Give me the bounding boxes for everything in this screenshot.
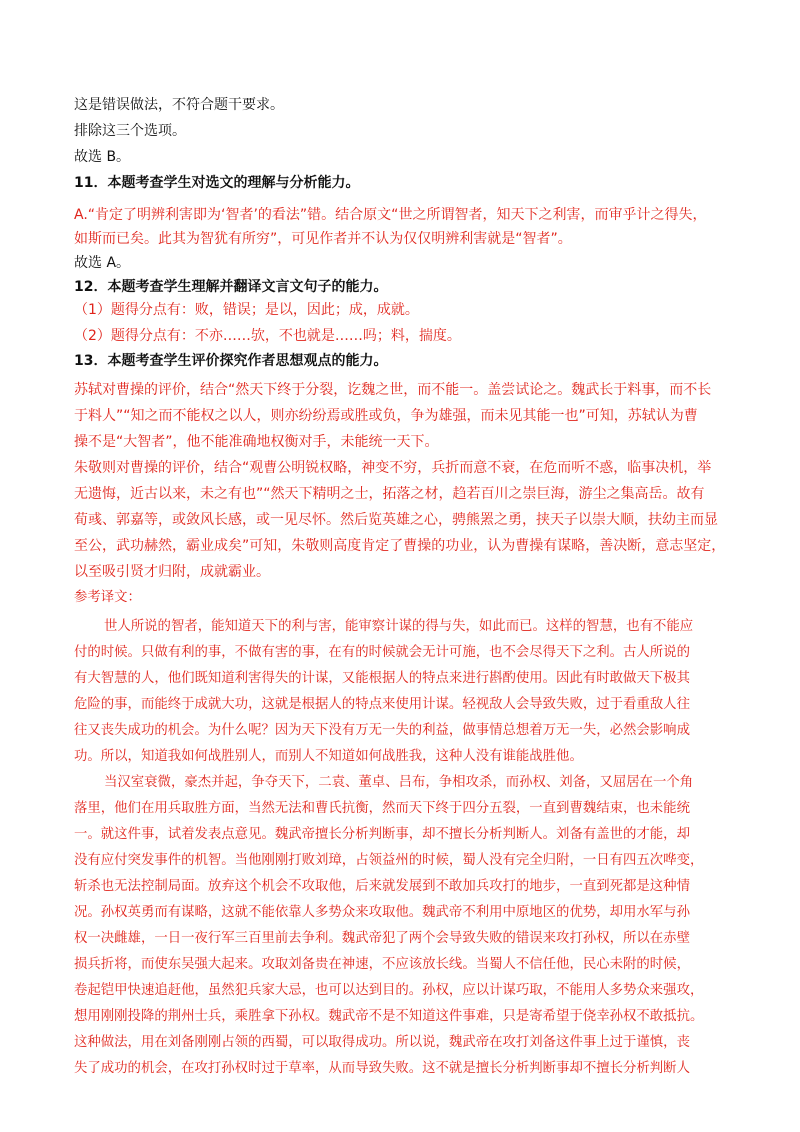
text-line: 苏轼对曹操的评价，结合“然天下终于分裂，讫魏之世，而不能一。盖尝试论之。魏武长于料事，而不长 [74,382,712,398]
text-line: 危险的事，而能终于成就大功，这就是根据人的特点来使用计谋。轻视敌人会导致失败，过于看重敌人往 [74,697,690,712]
text-line: 至公，武功赫然，霸业成矣”可知，朱敬则高度肯定了曹操的功业，认为曹操有谋略，善决断，意志坚定， [74,538,726,554]
text-line: 功。所以，知道我如何战胜别人，而别人不知道如何战胜我，这种人没有谁能战胜他。 [74,749,583,764]
text-line: 往又丧失成功的机会。为什么呢？因为天下没有万无一失的利益，做事情总想着万无一失，必然会影响成 [74,723,690,738]
text-line: 当汉室衰微，豪杰并起，争夺天下，二袁、董卓、吕布，争相攻杀，而孙权、刘备，又屈居在一个角 [104,775,694,790]
text-line: 世人所说的智者，能知道天下的利与害，能审察计谋的得与失，如此而已。这样的智慧，也有不能应 [104,619,694,634]
text-line: 故选 A。 [74,255,131,271]
text-line: 操不是“大智者”，他不能准确地权衡对手，未能统一天下。 [74,434,439,450]
text-line: 于料人”“知之而不能权之以人，则亦纷纷焉或胜或负，争为雄强，而未见其能一也”可知，苏轼认为曹 [74,408,698,424]
question-heading: 13．本题考查学生评价探究作者思想观点的能力。 [74,353,388,369]
text-line: A.“肯定了明辨利害即为‘智者’的看法”错。结合原文“世之所谓智者，知天下之利害，而审乎计之得失， [74,207,707,223]
text-line: 以至吸引贤才归附，成就霸业。 [74,564,270,580]
text-line: 况。孙权英勇而有谋略，这就不能依靠人多势众来攻取他。魏武帝不利用中原地区的优势，却用水军与孙 [74,905,690,920]
translation-heading: 参考译文： [74,590,141,605]
question-heading: 11．本题考查学生对选文的理解与分析能力。 [74,175,360,191]
text-line: 故选 B。 [74,149,131,165]
text-line: 无遗悔，近古以来，未之有也”“然天下精明之士，拓落之材，趋若百川之崇巨海，游尘之集高岳。故有 [74,486,705,502]
text-line: 想用刚刚投降的荆州士兵，乘胜拿下孙权。魏武帝不是不知道这件事难，只是寄希望于侥幸孙权不敢抵抗。 [74,1009,704,1024]
text-line: 一。就这件事，试着发表点意见。魏武帝擅长分析判断事，却不擅长分析判断人。刘备有盖世的才能，却 [74,827,690,842]
question-heading: 12．本题考查学生理解并翻译文言文句子的能力。 [74,279,388,295]
text-line: 排除这三个选项。 [74,123,186,139]
text-line: 损兵折将，而使东吴强大起来。攻取刘备贵在神速，不应该放长线。当蜀人不信任他，民心未附的时候， [74,957,690,972]
text-line: 失了成功的机会，在攻打孙权时过于草率，从而导致失败。这不就是擅长分析判断事却不擅长分析判断人 [74,1061,690,1076]
text-line: 如斯而已矣。此其为智犹有所穷”，可见作者并不认为仅仅明辨利害就是“智者”。 [74,231,572,247]
text-line: （1）题得分点有：败，错误；是以，因此；成，成就。 [74,302,419,318]
text-line: 荀彧、郭嘉等，或敛风长感，或一见尽怀。然后览英雄之心，骋熊罴之勇，挟天子以崇大顺，扶幼主而显 [74,512,718,528]
text-line: 权一决雌雄，一日一夜行军三百里前去争利。魏武帝犯了两个会导致失败的错误来攻打孙权，所以在赤壁 [74,931,690,946]
text-line: （2）题得分点有：不亦……欤，不也就是……吗；料，揣度。 [74,328,461,344]
text-line: 付的时候。只做有利的事，不做有害的事，在有的时候就会无计可施，也不会尽得天下之利。古人所说的 [74,645,690,660]
text-line: 斩杀也无法控制局面。放弃这个机会不攻取他，后来就发展到不敢加兵攻打的地步，一直到死都是这种情 [74,879,690,894]
text-line: 卷起铠甲快速追赶他，虽然犯兵家大忌，也可以达到目的。孙权，应以计谋巧取，不能用人多势众来强攻， [74,983,704,998]
text-line: 朱敬则对曹操的评价，结合“观曹公明锐权略，神变不穷，兵折而意不衰，在危而听不惑，临事决机，举 [74,460,712,476]
text-line: 落里，他们在用兵取胜方面，当然无法和曹氏抗衡，然而天下终于四分五裂，一直到曹魏结束，也未能统 [74,801,690,816]
text-line: 没有应付突发事件的机智。当他刚刚打败刘璋，占领益州的时候，蜀人没有完全归附，一日有四五次哗变， [74,853,704,868]
text-line: 这是错误做法，不符合题干要求。 [74,97,284,113]
text-line: 有大智慧的人，他们既知道利害得失的计谋，又能根据人的特点来进行斟酌使用。因此有时敢做天下极其 [74,671,690,686]
text-line: 这种做法，用在刘备刚刚占领的西蜀，可以取得成功。所以说，魏武帝在攻打刘备这件事上过于谨慎，丧 [74,1035,690,1050]
